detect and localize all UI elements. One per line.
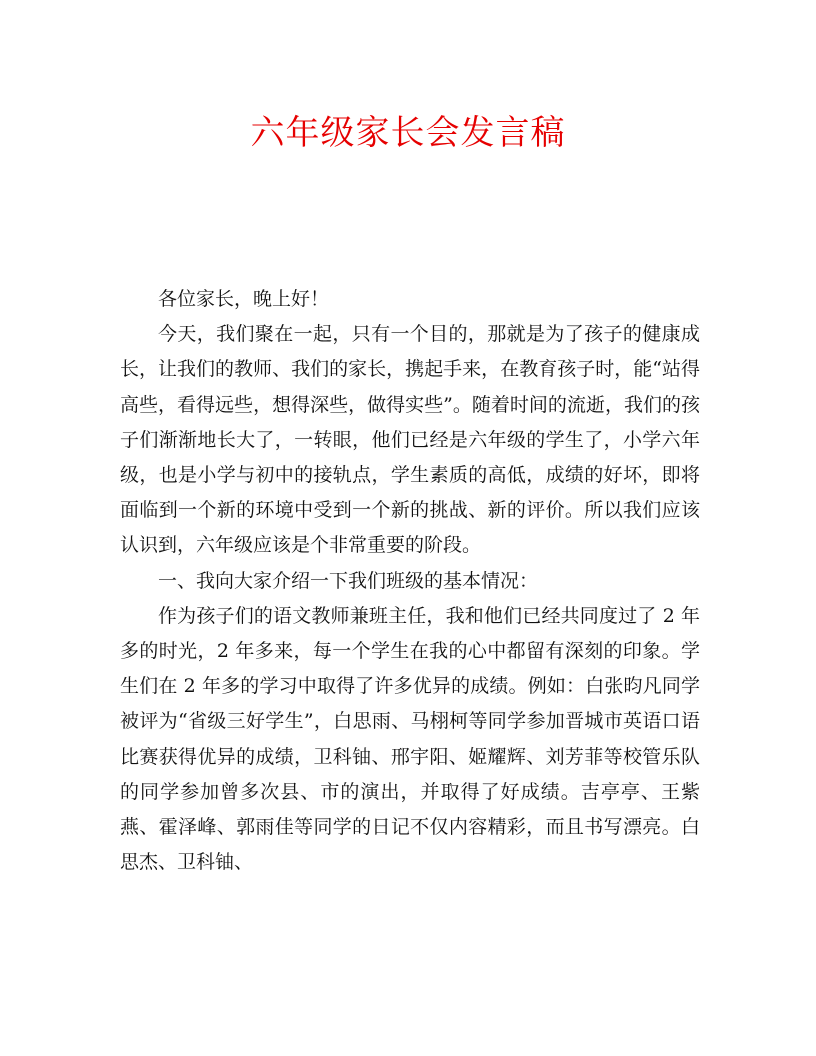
greeting-paragraph: 各位家长，晚上好！ (158, 288, 330, 310)
class-overview-paragraph: 作为孩子们的语文教师兼班主任，我和他们已经共同度过了 2 年多的时光，2 年多来，每一个学生在我的心中都留有深刻的印象。学生们在 2 年多的学习中取得了许多优异的成绩。例如：白张昀凡同学被评为“省级三好学生”，白思雨、马栩柯等同学参加晋城市英语口语比赛获得优异的成绩，卫科铀、邢宇阳、姬耀辉、刘芳菲等校管乐队的同学参加曾多次县、市的演出，并取得了好成绩。吉亭亭、王紫燕、霍泽峰、郭雨佳等同学的日记不仅内容精彩，而且书写漂亮。白思杰、卫科铀、 (120, 604, 700, 874)
document-title: 六年级家长会发言稿 (250, 113, 566, 153)
introduction-paragraph: 今天，我们聚在一起，只有一个目的，那就是为了孩子的健康成长，让我们的教师、我们的家长，携起手来，在教育孩子时，能“站得高些，看得远些，想得深些，做得实些”。随着时间的流逝，我们的孩子们渐渐地长大了，一转眼，他们已经是六年级的学生了，小学六年级，也是小学与初中的接轨点，学生素质的高低，成绩的好坏，即将面临到一个新的环境中受到一个新的挑战、新的评价。所以我们应该认识到，六年级应该是个非常重要的阶段。 (120, 323, 700, 557)
document-body (120, 282, 700, 880)
section-heading-class-overview: 一、我向大家介绍一下我们班级的基本情况： (158, 569, 539, 592)
